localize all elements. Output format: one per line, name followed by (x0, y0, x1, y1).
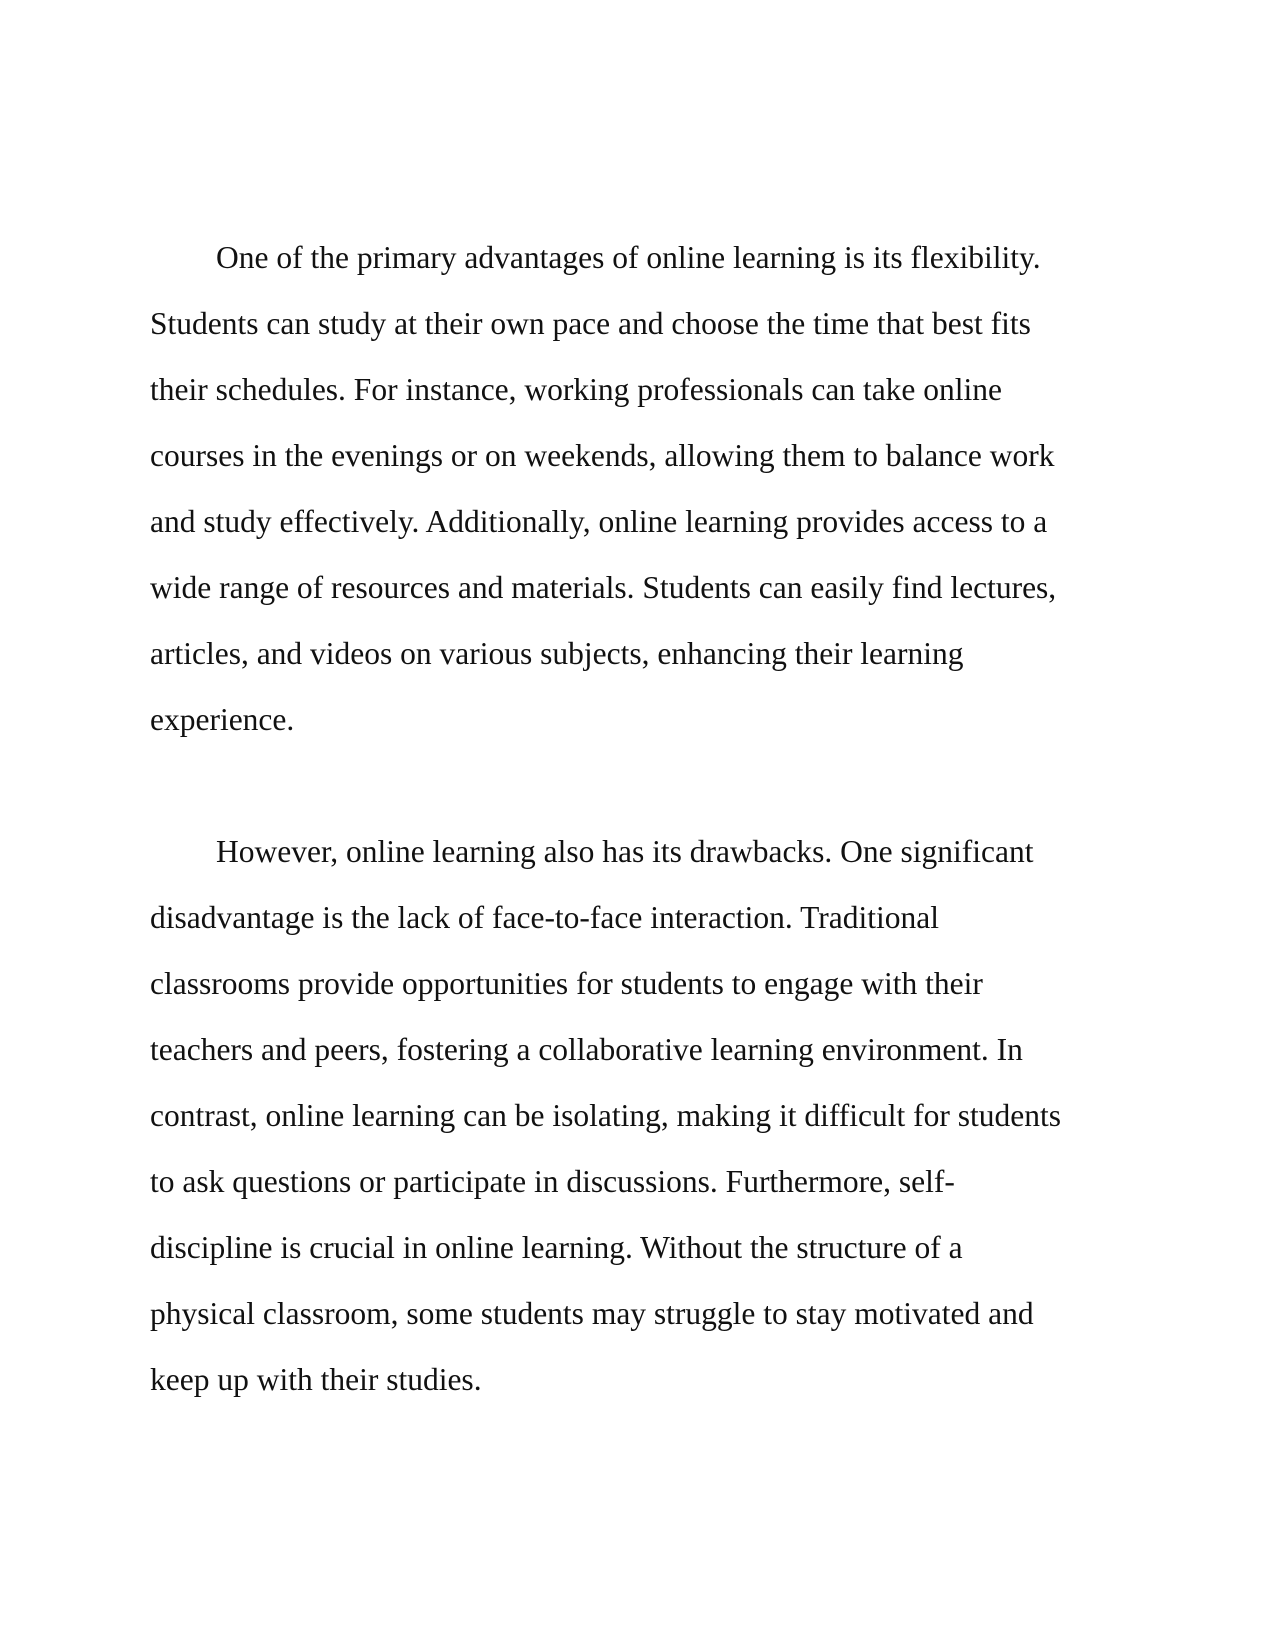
paragraph-line: contrast, online learning can be isolating, making it difficult for students (150, 1098, 1061, 1133)
paragraph-line: and study effectively. Additionally, online learning provides access to a (150, 504, 1048, 539)
paragraph-line: However, online learning also has its drawbacks. One significant (216, 834, 1034, 869)
paragraph-line: wide range of resources and materials. Students can easily find lectures, (150, 570, 1057, 605)
paragraph-line: to ask questions or participate in discussions. Furthermore, self- (150, 1164, 955, 1199)
paragraph-line: disadvantage is the lack of face-to-face interaction. Traditional (150, 900, 939, 935)
paragraph-line: keep up with their studies. (150, 1362, 482, 1397)
paragraph-line: their schedules. For instance, working professionals can take online (150, 372, 1003, 407)
paragraph-line: experience. (150, 702, 295, 737)
paragraph-line: articles, and videos on various subjects, enhancing their learning (150, 636, 964, 671)
paragraph-line: courses in the evenings or on weekends, allowing them to balance work (150, 438, 1055, 473)
paragraph-line: teachers and peers, fostering a collaborative learning environment. In (150, 1032, 1023, 1067)
paragraph-line: discipline is crucial in online learning. Without the structure of a (150, 1230, 963, 1265)
paragraph-line: physical classroom, some students may struggle to stay motivated and (150, 1296, 1034, 1331)
paragraph-line: One of the primary advantages of online learning is its flexibility. (216, 240, 1041, 275)
paragraph-line: Students can study at their own pace and choose the time that best fits (150, 306, 1031, 341)
paragraph-line: classrooms provide opportunities for students to engage with their (150, 966, 983, 1001)
